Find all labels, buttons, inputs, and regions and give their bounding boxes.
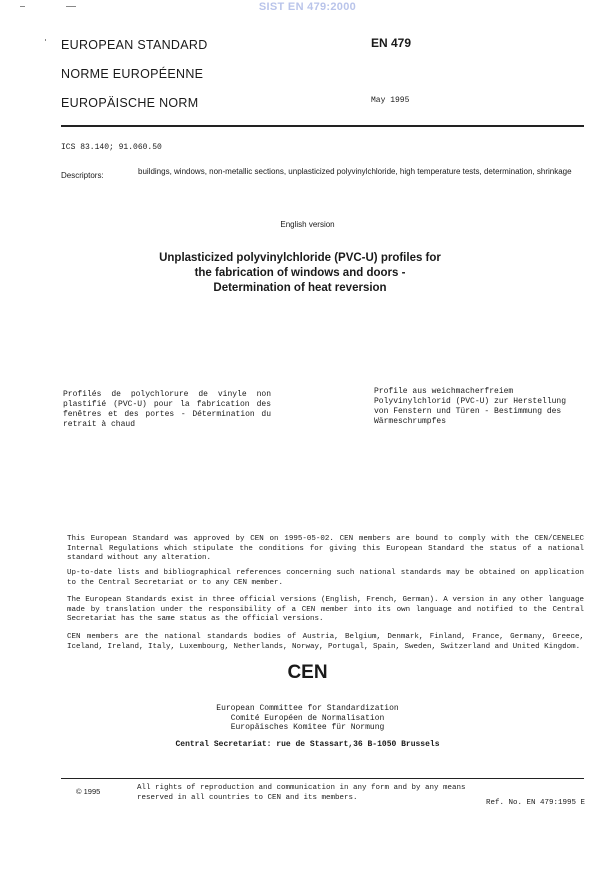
standard-number: EN 479	[371, 36, 412, 50]
committee-names	[0, 704, 615, 733]
committee-german: Europäisches Komitee für Normung	[230, 723, 385, 732]
versions-paragraph: The European Standards exist in three official versions (English, French, German). A version in any other language made by translation under the responsibility of a CEN member into its own language and notified to the Central Secretariat has the same status as the official versions.	[67, 596, 584, 624]
title-line: Unplasticized polyvinylchloride (PVC-U) profiles for	[159, 252, 441, 264]
central-secretariat: Central Secretariat: rue de Stassart,36 B-1050 Brussels	[175, 740, 440, 749]
uptodate-paragraph: Up-to-date lists and bibliographical references concerning such national standards may be obtained on application to the Central Secretariat or to any CEN member.	[67, 569, 584, 587]
scan-speck	[20, 6, 25, 7]
publication-date: May 1995	[371, 96, 410, 105]
version-note: English version	[280, 220, 335, 229]
header-norme-europeenne: NORME EUROPÉENNE	[61, 67, 204, 81]
scan-speck	[45, 39, 46, 41]
rights-statement: All rights of reproduction and communication in any form and by any means reserved in all countries to CEN and its members.	[137, 784, 466, 802]
title-line: the fabrication of windows and doors -	[194, 267, 406, 279]
descriptors-label: Descriptors:	[61, 171, 104, 180]
header-rule	[61, 125, 584, 127]
members-paragraph: CEN members are the national standards bodies of Austria, Belgium, Denmark, Finland, France, Germany, Greece, Iceland, Ireland, Italy, Luxembourg, Netherlands, Norway, Portugal, Spain, Sweden, Switzerland and United Kingdom.	[67, 633, 584, 651]
scan-speck	[66, 6, 76, 7]
document-title	[150, 251, 450, 296]
descriptors-text: buildings, windows, non-metallic sections, unplasticized polyvinylchloride, high temperature tests, determination, shrinkage	[138, 167, 572, 176]
french-title: Profilés de polychlorure de vinyle non plastifié (PVC-U) pour la fabrication des fenêtres et des portes - Détermination du retrait à chaud	[63, 390, 271, 429]
header-european-standard: EUROPEAN STANDARD	[61, 38, 208, 52]
reference-number: Ref. No. EN 479:1995 E	[486, 799, 586, 807]
committee-english: European Committee for Standardization	[216, 704, 399, 713]
title-line: Determination of heat reversion	[213, 282, 387, 294]
copyright: © 1995	[76, 787, 101, 796]
committee-french: Comité Européen de Normalisation	[230, 713, 385, 723]
watermark: SIST EN 479:2000	[258, 1, 357, 13]
header-europaische-norm: EUROPÄISCHE NORM	[61, 96, 199, 110]
german-title: Profile aus weichmacherfreiem Polyvinylchlorid (PVC-U) zur Herstellung von Fenstern und Türen - Bestimmung des Wärmeschrumpfes	[374, 387, 567, 426]
cen-logo: CEN	[287, 662, 328, 683]
approval-paragraph: This European Standard was approved by CEN on 1995-05-02. CEN members are bound to comply with the CEN/CENELEC Internal Regulations which stipulate the conditions for giving this European Standard the status of a national standard without any alteration.	[67, 535, 584, 563]
ics-code: ICS 83.140; 91.060.50	[61, 143, 162, 152]
footer-rule	[61, 778, 584, 779]
